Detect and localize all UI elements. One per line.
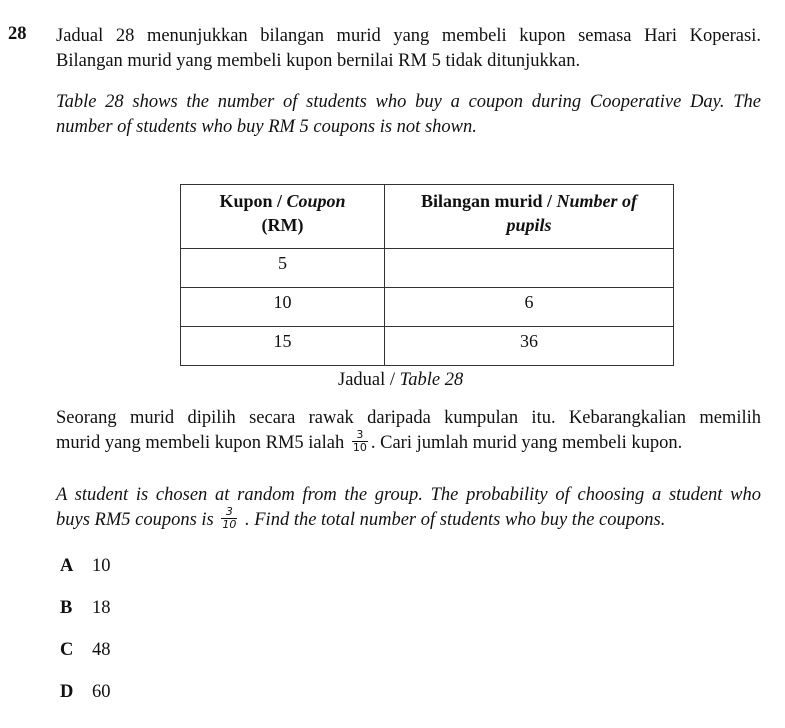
malay-intro-line1: Jadual 28 menunjukkan bilangan murid yang membeli kupon semasa Hari Koperasi.	[56, 26, 761, 46]
header-coupon	[181, 185, 385, 249]
option-a[interactable]	[60, 556, 111, 577]
english-question-line1: A student is chosen at random from the group. The probability of choosing a student who	[56, 485, 761, 505]
option-value: 10	[92, 556, 111, 576]
caption-english: Table 28	[399, 370, 464, 390]
header-pupils-english2: pupils	[506, 215, 552, 235]
header-pupils	[385, 185, 674, 249]
option-letter: D	[60, 682, 74, 702]
malay-question-line1: Seorang murid dipilih secara rawak daripada kumpulan itu. Kebarangkalian memilih	[56, 408, 761, 428]
table-row	[181, 288, 674, 327]
english-intro	[56, 90, 761, 140]
option-c[interactable]	[60, 640, 111, 661]
option-letter: A	[60, 556, 74, 576]
fraction-numerator: 3	[352, 429, 368, 442]
coupon-cell: 15	[181, 327, 385, 366]
fraction-denominator: 10	[222, 518, 237, 532]
option-value: 18	[92, 598, 111, 618]
header-coupon-malay: Kupon /	[219, 191, 287, 211]
count-cell	[385, 249, 674, 288]
count-cell: 36	[385, 327, 674, 366]
header-pupils-malay: Bilangan murid /	[420, 191, 557, 211]
english-line2-end: . Find the total number of students who buy the coupons.	[245, 510, 666, 530]
malay-question-line2	[56, 428, 761, 456]
fraction	[352, 429, 368, 454]
header-coupon-english: Coupon	[286, 191, 346, 211]
english-line2-start: buys RM5 coupons is	[56, 510, 214, 530]
option-value: 48	[92, 640, 111, 660]
header-coupon-unit: (RM)	[261, 215, 304, 235]
table-header-row	[181, 185, 674, 249]
coupon-cell: 10	[181, 288, 385, 327]
table-row	[181, 327, 674, 366]
table-caption	[338, 370, 463, 391]
malay-intro	[56, 24, 761, 74]
option-value: 60	[92, 682, 111, 702]
option-letter: C	[60, 640, 74, 660]
fraction-denominator: 10	[352, 441, 367, 455]
caption-malay: Jadual /	[338, 370, 400, 390]
coupon-cell: 5	[181, 249, 385, 288]
header-pupils-english: Number of	[556, 191, 638, 211]
option-b[interactable]	[60, 598, 111, 619]
coupon-table	[180, 184, 674, 366]
malay-line2-start: murid yang membeli kupon RM5 ialah	[56, 433, 345, 453]
table-row	[181, 249, 674, 288]
english-intro-line1: Table 28 shows the number of students who buy a coupon during Cooperative Day. The	[56, 92, 761, 112]
english-intro-line2: number of students who buy RM 5 coupons is not shown.	[56, 117, 477, 137]
question-number: 28	[8, 24, 27, 44]
fraction	[221, 506, 237, 531]
option-d[interactable]	[60, 682, 111, 703]
malay-intro-line2: Bilangan murid yang membeli kupon bernilai RM 5 tidak ditunjukkan.	[56, 51, 581, 71]
option-letter: B	[60, 598, 73, 618]
english-question-line2	[56, 505, 761, 533]
count-cell: 6	[385, 288, 674, 327]
english-question	[56, 483, 761, 533]
malay-line2-end: . Cari jumlah murid yang membeli kupon.	[370, 433, 683, 453]
malay-question	[56, 406, 761, 456]
fraction-numerator: 3	[221, 506, 237, 519]
